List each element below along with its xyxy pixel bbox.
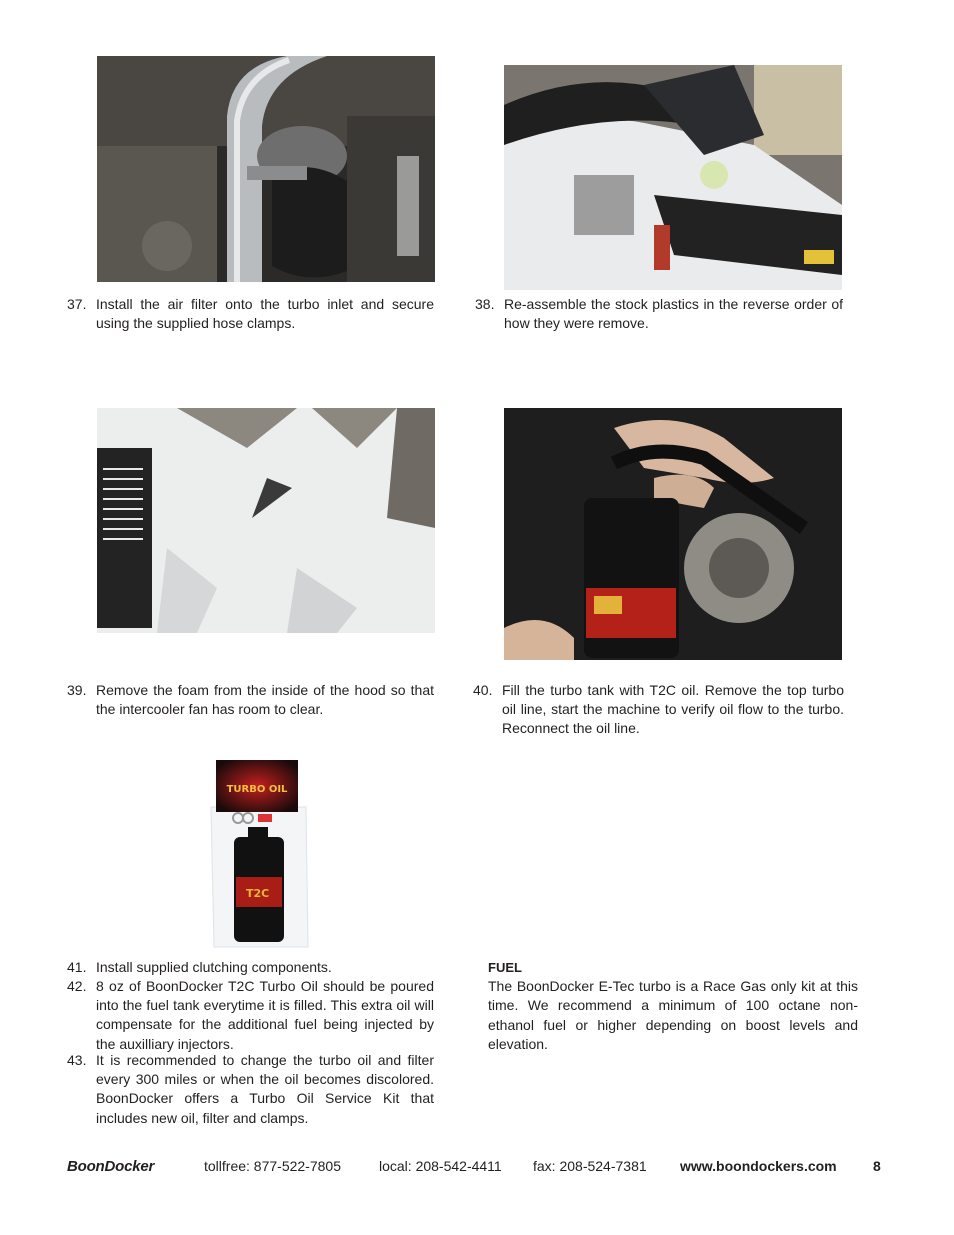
step-43 bbox=[67, 1051, 434, 1128]
fuel-section bbox=[488, 958, 858, 1054]
fuel-heading: FUEL bbox=[488, 960, 522, 975]
photo-air-filter-install bbox=[97, 56, 435, 282]
step-text: Install the air filter onto the turbo inlet and secure using the supplied hose clamps. bbox=[96, 296, 434, 332]
photo-hood-foam-removal bbox=[97, 408, 435, 633]
bottle-label: T2C bbox=[246, 887, 270, 900]
step-text: Install supplied clutching components. bbox=[96, 959, 332, 975]
step-number: 41. bbox=[67, 959, 87, 975]
footer-fax: fax: 208-524-7381 bbox=[533, 1158, 647, 1174]
step-number: 39. bbox=[67, 682, 87, 698]
step-text: Re-assemble the stock plastics in the reverse order of how they were remove. bbox=[504, 296, 843, 332]
step-number: 40. bbox=[473, 682, 493, 698]
step-text: Remove the foam from the inside of the hood so that the intercooler fan has room to clear. bbox=[96, 682, 434, 718]
step-42 bbox=[67, 977, 434, 1054]
step-41 bbox=[67, 958, 434, 977]
bag-title-label: TURBO OIL bbox=[226, 784, 288, 795]
photo-filling-turbo-tank bbox=[504, 408, 842, 660]
footer-brand-logo: BoonDocker bbox=[67, 1158, 155, 1175]
step-number: 38. bbox=[475, 296, 495, 312]
photo-reassembled-plastics bbox=[504, 65, 842, 290]
footer-tollfree: tollfree: 877-522-7805 bbox=[204, 1158, 341, 1174]
footer-website-link[interactable]: www.boondockers.com bbox=[680, 1158, 837, 1174]
step-37 bbox=[67, 295, 434, 333]
step-number: 42. bbox=[67, 978, 87, 994]
step-text: It is recommended to change the turbo oil and filter every 300 miles or when the oil becomes discolored. BoonDocker offers a Turbo Oil Service Kit that includes new oil, filter and clamps. bbox=[96, 1052, 434, 1126]
photo-turbo-oil-kit bbox=[196, 752, 326, 950]
footer-local: local: 208-542-4411 bbox=[379, 1158, 502, 1174]
page-footer bbox=[0, 1158, 954, 1180]
page-number: 8 bbox=[873, 1158, 881, 1174]
fuel-body: The BoonDocker E-Tec turbo is a Race Gas only kit at this time. We recommend a minimum of 100 octane non-ethanol fuel or higher depending on boost levels and elevation. bbox=[488, 978, 858, 1052]
step-40 bbox=[473, 681, 844, 739]
step-text: 8 oz of BoonDocker T2C Turbo Oil should be poured into the fuel tank everytime it is filled. This extra oil will compensate for the additional fuel being injected by the auxilliary injectors. bbox=[96, 978, 434, 1052]
step-38 bbox=[475, 295, 843, 333]
step-number: 43. bbox=[67, 1052, 87, 1068]
step-number: 37. bbox=[67, 296, 87, 312]
step-39 bbox=[67, 681, 434, 719]
step-text: Fill the turbo tank with T2C oil. Remove the top turbo oil line, start the machine to verify oil flow to the turbo. Reconnect the oil line. bbox=[502, 682, 844, 737]
